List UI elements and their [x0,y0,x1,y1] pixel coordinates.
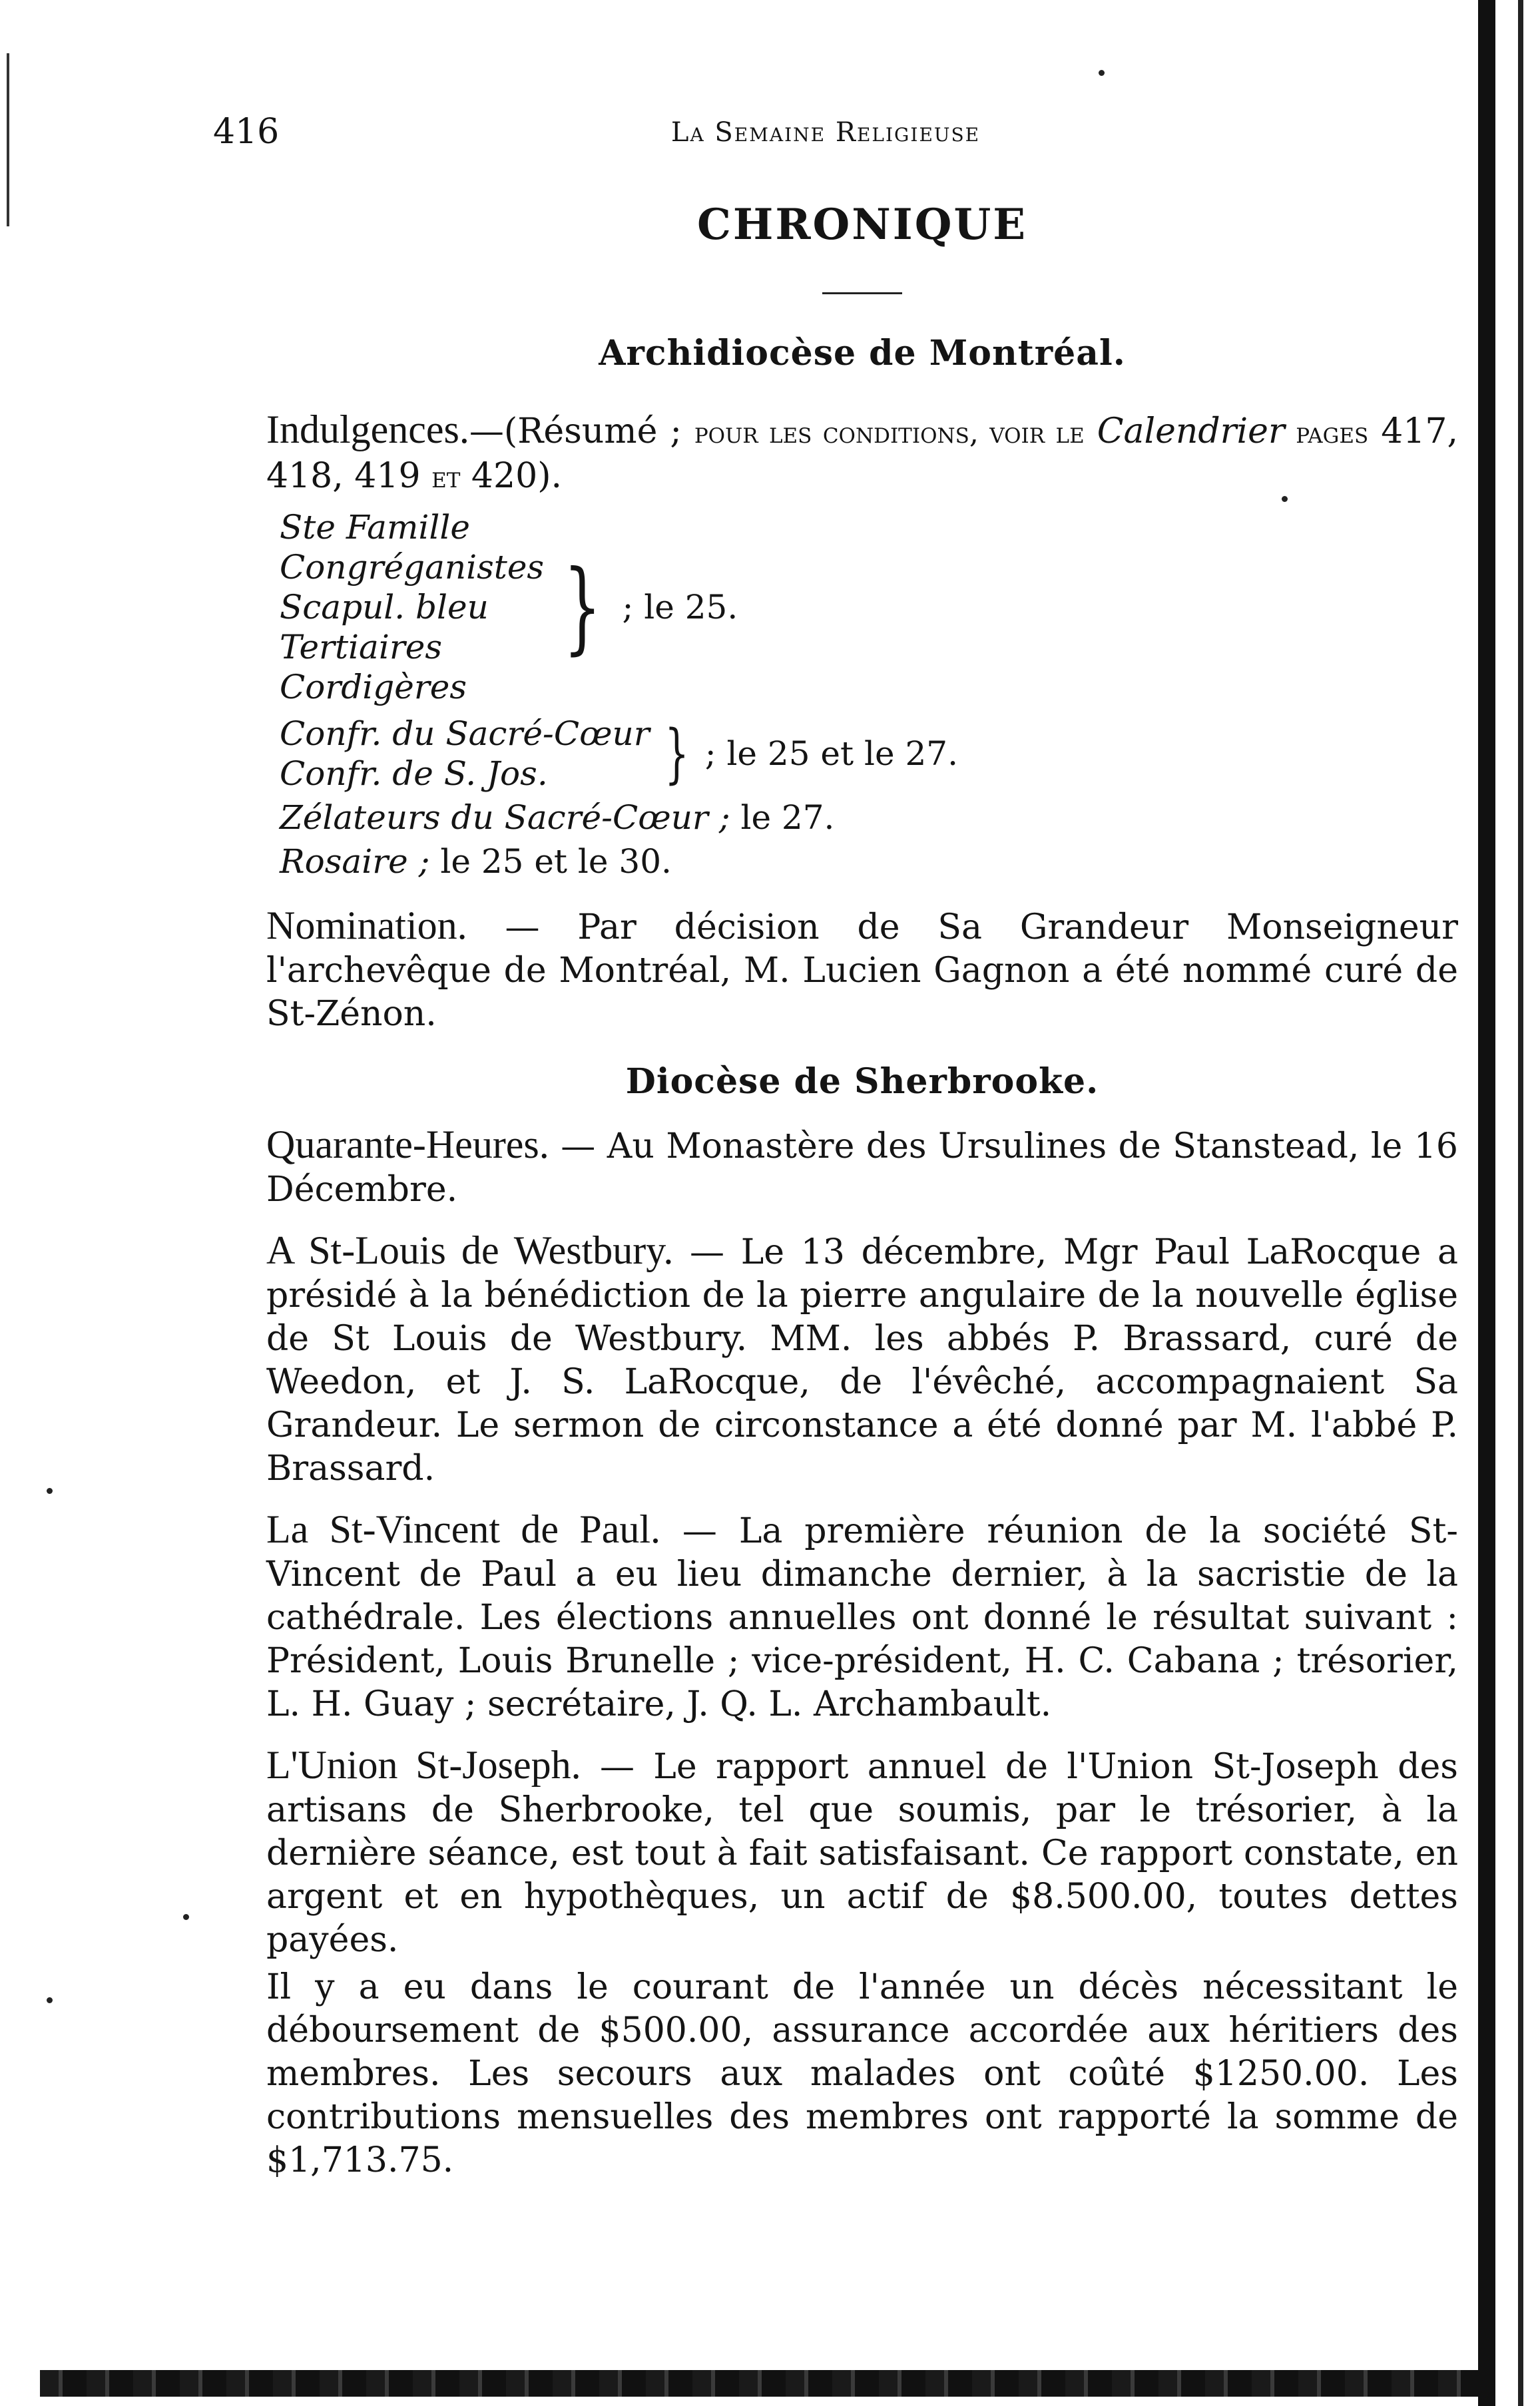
scan-speck [1099,70,1105,76]
list-item: Scapul. bleu [280,588,489,626]
union-st-joseph-paragraph [266,1744,1458,1962]
quarante-heures-paragraph [266,1123,1458,1212]
zelateurs-name: Zélateurs du Sacré-Cœur ; [280,798,730,837]
indulgences-smallcaps: pour les conditions, voir le [694,416,1085,450]
scan-border-bottom [40,2370,1478,2397]
list-item: Confr. de S. Jos. [280,754,548,793]
journal-title: La Semaine Religieuse [670,117,981,148]
union-st-joseph-lead: L'Union St-Joseph. [266,1743,581,1787]
westbury-lead: A St-Louis de Westbury. [266,1228,674,1272]
indulgence-group-1 [280,507,1458,707]
text-column [266,200,1458,2182]
indulgences-last-page: 420). [460,456,563,496]
chronique-title: CHRONIQUE [696,200,1028,250]
scan-border-right-thin [1518,0,1523,2406]
indulgences-et: et [431,461,461,495]
page-number: 416 [213,112,280,152]
deces-paragraph: Il y a eu dans le courant de l'année un décès nécessitant le déboursement de $500.00, assurance accordée aux héritiers des membres. Les secours aux malades ont coûté $1250.00. Les contributions mensuelles des membres ont rapporté la somme de $1,713.75. [266,1967,1458,2180]
zelateurs-line [280,798,1458,838]
indulgences-page-numbers: 417, 418, 419 [266,411,1458,496]
scan-speck [47,1488,53,1494]
title-rule [822,292,902,294]
list-item: Cordigères [280,668,467,706]
st-vincent-lead: La St-Vincent de Paul. [266,1507,661,1551]
rosaire-value: le 25 et le 30. [429,842,672,881]
indulgences-pages: pages [1284,416,1369,450]
group-2-names [280,714,656,794]
nomination-paragraph [266,904,1458,1036]
westbury-text: — Le 13 décembre, Mgr Paul LaRocque a présidé à la bénédiction de la pierre angulaire de la nouvelle église de St Louis de Westbury. MM. les abbés P. Brassard, curé de Weedon, et J. S. LaRocque, de l'évêché, accompagnaient Sa Grandeur. Le sermon de circonstance a été donné par M. l'abbé P. Brassard. [266,1232,1458,1489]
brace: } [563,549,602,665]
zelateurs-value: le 27. [730,798,835,837]
scan-speck [47,1997,53,2003]
quarante-heures-text: — Au Monastère des Ursulines de Stanstead, le 16 Décembre. [266,1126,1458,1210]
group-1-value: ; le 25. [622,588,738,626]
scan-speck [183,1914,189,1920]
list-item: Tertiaires [280,628,442,666]
nomination-text: — Par décision de Sa Grandeur Monseigneur l'archevêque de Montréal, M. Lucien Gagnon a été nommé curé de St-Zénon. [266,907,1458,1034]
list-item: Congréganistes [280,548,545,587]
running-head [213,112,1438,152]
scan-border-right [1478,0,1495,2406]
brace: } [664,716,689,791]
group-2-value: ; le 25 et le 27. [704,734,959,773]
indulgence-list [280,507,1458,881]
heading-sherbrooke: Diocèse de Sherbrooke. [625,1061,1099,1102]
quarante-heures-lead: Quarante-Heures. [266,1122,549,1166]
group-1-names [280,507,551,707]
heading-montreal: Archidiocèse de Montréal. [599,333,1126,373]
westbury-paragraph [266,1229,1458,1491]
list-item: Confr. du Sacré-Cœur [280,714,650,753]
st-vincent-paragraph [266,1508,1458,1726]
scan-edge-mark [7,53,9,226]
union-st-joseph-text: — Le rapport annuel de l'Union St-Joseph des artisans de Sherbrooke, tel que soumis, par le trésorier, à la dernière séance, est tout à fait satisfaisant. Ce rapport constate, en argent et en hypothèques, un actif de $8.500.00, toutes dettes payées. [266,1747,1458,1960]
indulgences-text: —(Résumé ; [469,411,694,451]
indulgences-paragraph [266,408,1458,499]
list-item: Ste Famille [280,508,470,547]
rosaire-name: Rosaire ; [280,842,430,881]
indulgences-calendrier: Calendrier [1084,411,1285,451]
indulgence-group-2 [280,714,1458,794]
indulgences-lead: Indulgences. [266,407,469,451]
nomination-lead: Nomination. [266,903,467,947]
st-vincent-text: — La première réunion de la société St-Vincent de Paul a eu lieu dimanche dernier, à la sacristie de la cathédrale. Les élections annuelles ont donné le résultat suivant : Président, Louis Brunelle ; vice-président, H. C. Cabana ; trésorier, L. H. Guay ; secrétaire, J. Q. L. Archambault. [266,1511,1458,1724]
rosaire-line [280,842,1458,881]
